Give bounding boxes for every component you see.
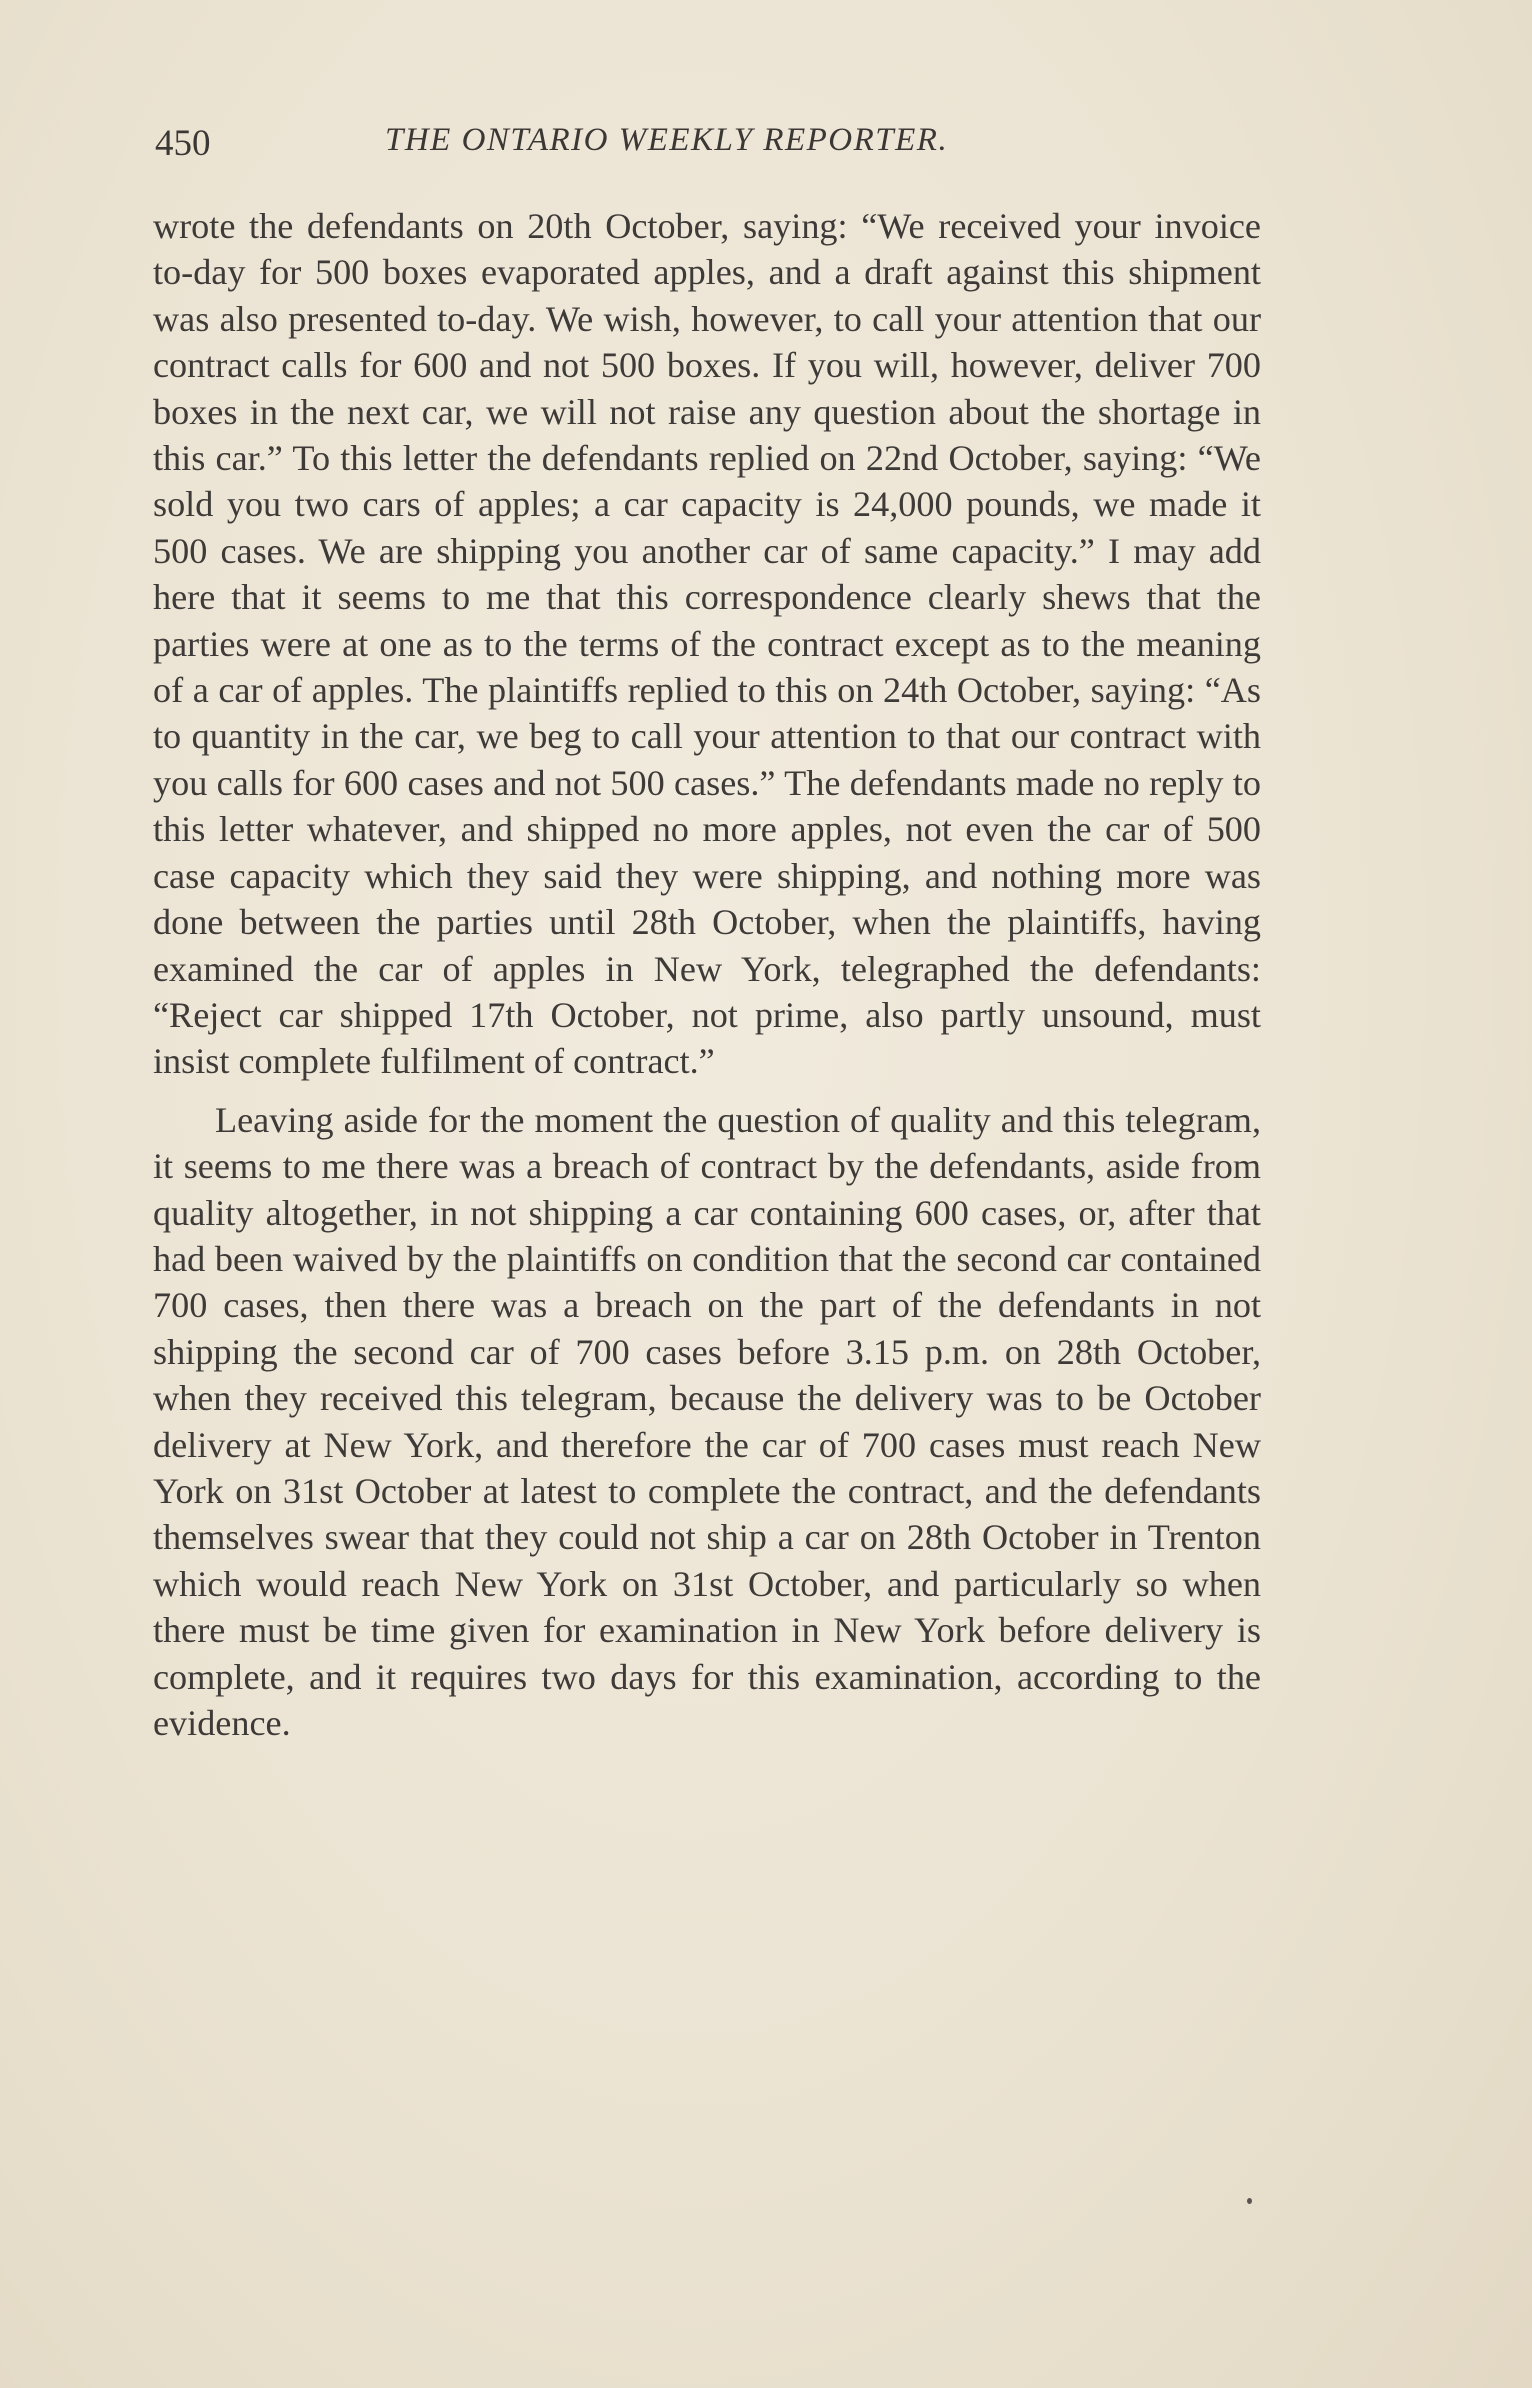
paragraph-continuation: wrote the defendants on 20th October, saying: “We received your invoice to-day for 500 boxes evaporated apples, and a draft against this shipment was also presented to-day. We wish, however, to call your attention that our contract calls for 600 and not 500 boxes. If you will, however, deliver 700 boxes in the next car, we will not raise any question about the shortage in this car.” To this letter the defendants replied on 22nd October, saying: “We sold you two cars of apples; a car capacity is 24,000 pounds, we made it 500 cases. We are shipping you another car of same capacity.” I may add here that it seems to me that this correspondence clearly shews that the parties were at one as to the terms of the contract except as to the meaning of a car of apples. The plaintiffs replied to this on 24th October, saying: “As to quantity in the car, we beg to call your attention to that our contract with you calls for 600 cases and not 500 cases.” The defendants made no reply to this letter whatever, and shipped no more apples, not even the car of 500 case capacity which they said they were shipping, and nothing more was done between the parties until 28th October, when the plaintiffs, having examined the car of apples in New York, telegraphed the defendants: “Reject car shipped 17th October, not prime, also partly unsound, must insist complete fulfilment of contract.” bbox=[153, 206, 1261, 1082]
body-text bbox=[153, 203, 1261, 1746]
page-header bbox=[155, 118, 1275, 178]
page-number: 450 bbox=[155, 123, 211, 164]
running-head: THE ONTARIO WEEKLY REPORTER. bbox=[385, 122, 949, 158]
paragraph-leaving-aside: Leaving aside for the moment the question of quality and this telegram, it seems to me there was a breach of contract by the defendants, aside from quality altogether, in not shipping a car containing 600 cases, or, after that had been waived by the plaintiffs on condition that the second car contained 700 cases, then there was a breach on the part of the defendants in not shipping the second car of 700 cases before 3.15 p.m. on 28th October, when they received this telegram, because the delivery was to be October delivery at New York, and therefore the car of 700 cases must reach New York on 31st October at latest to complete the contract, and the defendants themselves swear that they could not ship a car on 28th October in Trenton which would reach New York on 31st October, and particularly so when there must be time given for examination in New York before delivery is complete, and it requires two days for this examination, according to the evidence. bbox=[153, 1099, 1261, 1743]
ink-speck bbox=[1247, 2198, 1252, 2204]
